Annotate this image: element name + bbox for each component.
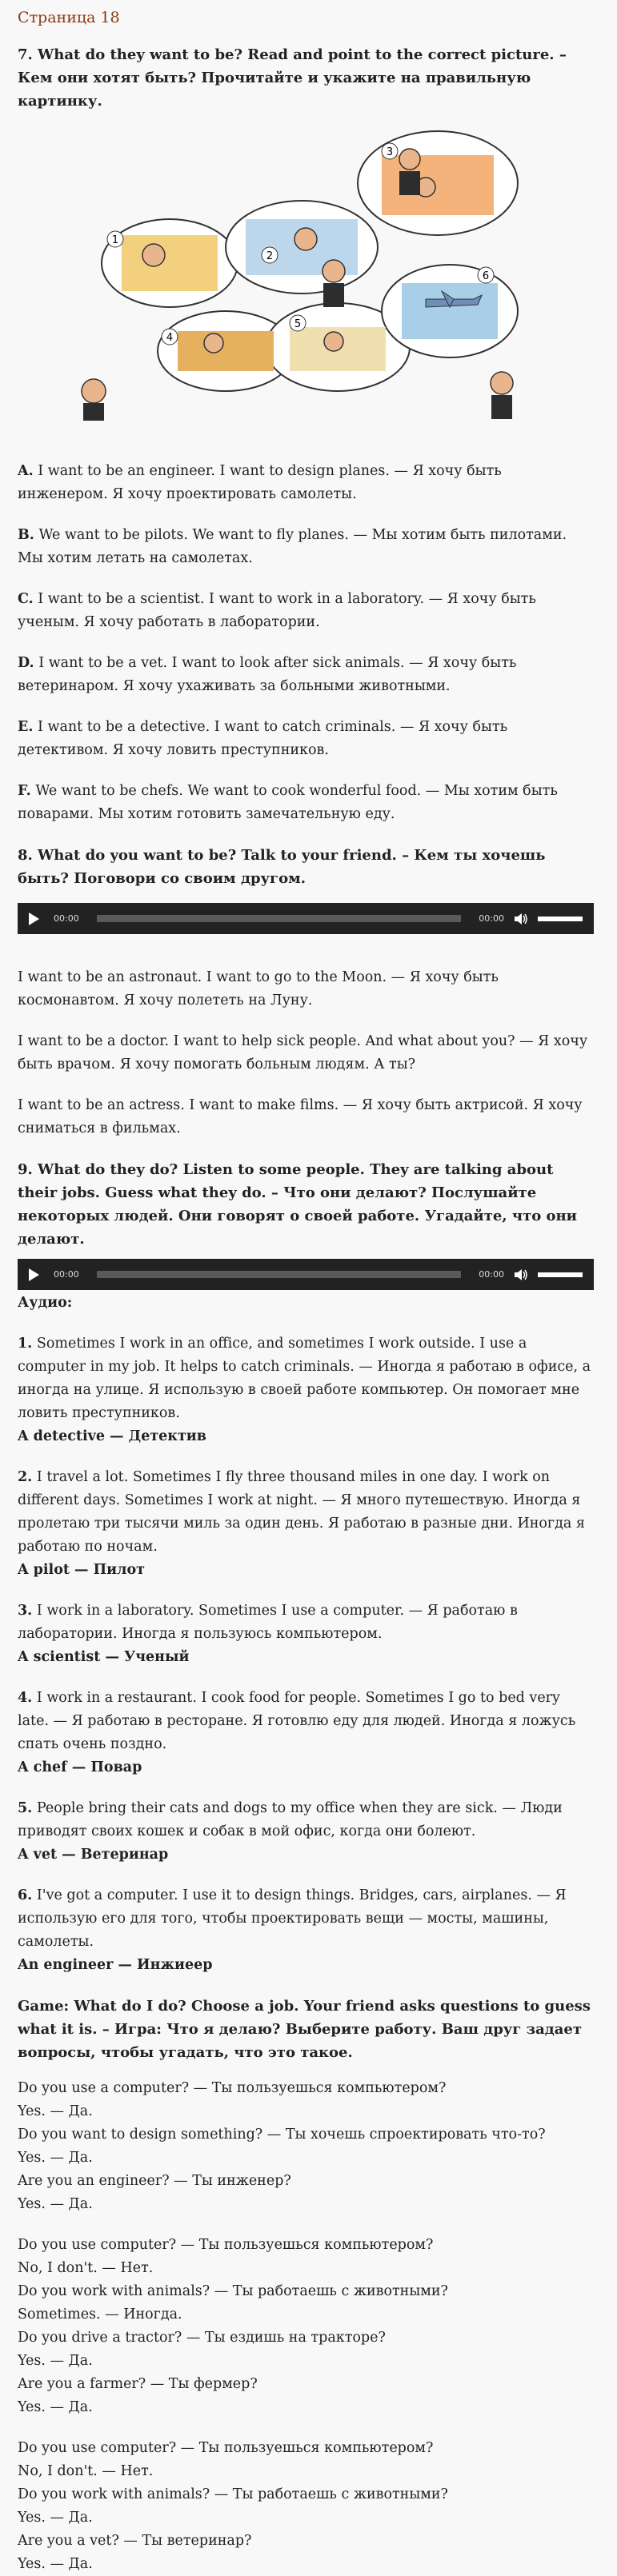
- dialog-line: Yes. — Да.: [18, 2353, 93, 2369]
- list-item: 5. People bring their cats and dogs to my office when they are sick. — Люди приводят своих кошек и собак в мой офис, когда они болеют.: [18, 1800, 563, 1839]
- progress-track[interactable]: [97, 915, 462, 922]
- picture-number-2: [262, 247, 278, 263]
- play-icon[interactable]: [29, 1268, 39, 1281]
- picture-number-5: [290, 315, 306, 331]
- dialog-line: Are you a farmer? — Ты фермер?: [18, 2376, 258, 2392]
- answer: A detective — Детектив: [18, 1428, 206, 1444]
- dialog-line: Yes. — Да.: [18, 2103, 93, 2119]
- volume-slider[interactable]: [538, 1272, 583, 1277]
- exercise-8-heading: 8. What do you want to be? Talk to your friend. – Кем ты хочешь быть? Поговори со своим другом.: [18, 847, 546, 887]
- list-item: D. I want to be a vet. I want to look after sick animals. — Я хочу быть ветеринаром. Я хочу ухаживать за больными животными.: [18, 655, 517, 694]
- volume-icon[interactable]: [514, 913, 528, 925]
- list-item: 1. Sometimes I work in an office, and sometimes I work outside. I use a computer in my job. It helps to catch criminals. — Иногда я работаю в офисе, а иногда на улице. Я использую в своей работе компьютер. Он помогает мне ловить преступников.: [18, 1336, 591, 1421]
- game-dialog-1: [18, 2077, 594, 2216]
- current-time: 00:00: [54, 913, 79, 924]
- picture-number-6: [478, 267, 494, 283]
- dialog-line: Do you use computer? — Ты пользуешься компьютером?: [18, 2440, 434, 2456]
- dialog-line: Do you drive a tractor? — Ты ездишь на тракторе?: [18, 2330, 386, 2346]
- dialog-line: Yes. — Да.: [18, 2399, 93, 2415]
- svg-text:2: 2: [266, 250, 274, 262]
- dialog-line: No, I don't. — Нет.: [18, 2260, 154, 2276]
- dialog-line: Sometimes. — Иногда.: [18, 2306, 182, 2322]
- svg-text:4: 4: [166, 332, 174, 344]
- answer: An engineer — Инжиеер: [18, 1957, 213, 1973]
- picture-number-3: [382, 143, 398, 159]
- dialog-line: Do you use a computer? — Ты пользуешься компьютером?: [18, 2080, 447, 2096]
- dialog-line: Yes. — Да.: [18, 2196, 93, 2212]
- svg-text:6: 6: [482, 270, 490, 282]
- list-item: E. I want to be a detective. I want to catch criminals. — Я хочу быть детективом. Я хочу ловить преступников.: [18, 719, 508, 758]
- professions-illustration: [74, 127, 522, 423]
- audio-player-2: [18, 1259, 594, 1290]
- picture-number-4: [162, 329, 178, 345]
- game-dialog-3: [18, 2437, 594, 2576]
- svg-text:1: 1: [111, 234, 119, 246]
- game-heading: Game: What do I do? Choose a job. Your friend asks questions to guess what it is. – Игра: Что я делаю? Выберите работу. Ваш друг задает вопросы, чтобы угадать, что это такое.: [18, 1998, 591, 2061]
- audio-player-1: [18, 903, 594, 934]
- list-item: C. I want to be a scientist. I want to work in a laboratory. — Я хочу быть ученым. Я хочу работать в лаборатории.: [18, 591, 536, 630]
- game-dialog-2: [18, 2234, 594, 2419]
- volume-icon[interactable]: [514, 1268, 528, 1281]
- dialog-line: Yes. — Да.: [18, 2510, 93, 2526]
- list-item: I want to be a doctor. I want to help sick people. And what about you? — Я хочу быть врачом. Я хочу помогать больным людям. А ты?: [18, 1033, 588, 1072]
- dialog-line: Are you a vet? — Ты ветеринар?: [18, 2533, 252, 2549]
- volume-slider[interactable]: [538, 917, 583, 921]
- svg-text:3: 3: [386, 146, 394, 158]
- exercise-7-items: [18, 460, 594, 826]
- dialog-line: Do you work with animals? — Ты работаешь с животными?: [18, 2283, 448, 2299]
- list-item: F. We want to be chefs. We want to cook wonderful food. — Мы хотим быть поварами. Мы хотим готовить замечательную еду.: [18, 783, 558, 822]
- picture-number-1: [107, 231, 123, 247]
- dialog-line: Are you an engineer? — Ты инженер?: [18, 2173, 291, 2189]
- page-title: Страница 18: [18, 9, 120, 26]
- list-item: I want to be an actress. I want to make films. — Я хочу быть актрисой. Я хочу сниматься в фильмах.: [18, 1097, 583, 1136]
- list-item: 6. I've got a computer. I use it to design things. Bridges, cars, airplanes. — Я использую его для того, чтобы проектировать вещи — мосты, машины, самолеты.: [18, 1887, 567, 1950]
- duration: 00:00: [479, 913, 504, 924]
- exercise-9-heading: 9. What do they do? Listen to some people. They are talking about their jobs. Guess what they do. – Что они делают? Послушайте некоторых людей. Они говорят о своей работе. Угадайте, что они делают.: [18, 1161, 578, 1248]
- dialog-line: No, I don't. — Нет.: [18, 2463, 154, 2479]
- dialog-line: Yes. — Да.: [18, 2150, 93, 2166]
- current-time: 00:00: [54, 1269, 79, 1280]
- list-item: B. We want to be pilots. We want to fly planes. — Мы хотим быть пилотами. Мы хотим летать на самолетах.: [18, 527, 567, 566]
- answer: A chef — Повар: [18, 1759, 142, 1775]
- list-item: 4. I work in a restaurant. I cook food for people. Sometimes I go to bed very late. — Я работаю в ресторане. Я готовлю еду для людей. Иногда я ложусь спать очень поздно.: [18, 1690, 576, 1752]
- exercise-7-heading: 7. What do they want to be? Read and point to the correct picture. – Кем они хотят быть? Прочитайте и укажите на правильную картинку.: [18, 46, 567, 110]
- list-item: 2. I travel a lot. Sometimes I fly three thousand miles in one day. I work on different days. Sometimes I work at night. — Я много путешествую. Иногда я пролетаю три тысячи миль за один день. Я работаю в разные дни. Иногда я работаю по ночам.: [18, 1469, 585, 1555]
- play-icon[interactable]: [29, 913, 39, 925]
- dialog-line: Yes. — Да.: [18, 2556, 93, 2572]
- answer: A pilot — Пилот: [18, 1562, 146, 1578]
- answer: A vet — Ветеринар: [18, 1847, 169, 1863]
- dialog-line: Do you want to design something? — Ты хочешь спроектировать что-то?: [18, 2127, 546, 2143]
- svg-text:5: 5: [294, 318, 302, 330]
- duration: 00:00: [479, 1269, 504, 1280]
- audio-label: Аудио:: [18, 1295, 73, 1311]
- list-item: 3. I work in a laboratory. Sometimes I use a computer. — Я работаю в лаборатории. Иногда я пользуюсь компьютером.: [18, 1603, 518, 1642]
- list-item: A. I want to be an engineer. I want to design planes. — Я хочу быть инженером. Я хочу проектировать самолеты.: [18, 463, 502, 502]
- list-item: I want to be an astronaut. I want to go to the Moon. — Я хочу быть космонавтом. Я хочу полететь на Луну.: [18, 969, 499, 1008]
- answer: A scientist — Ученый: [18, 1649, 190, 1665]
- dialog-line: Do you work with animals? — Ты работаешь с животными?: [18, 2486, 448, 2502]
- exercise-9-items: [18, 1332, 594, 1977]
- progress-track[interactable]: [97, 1271, 462, 1278]
- dialog-line: Do you use computer? — Ты пользуешься компьютером?: [18, 2237, 434, 2253]
